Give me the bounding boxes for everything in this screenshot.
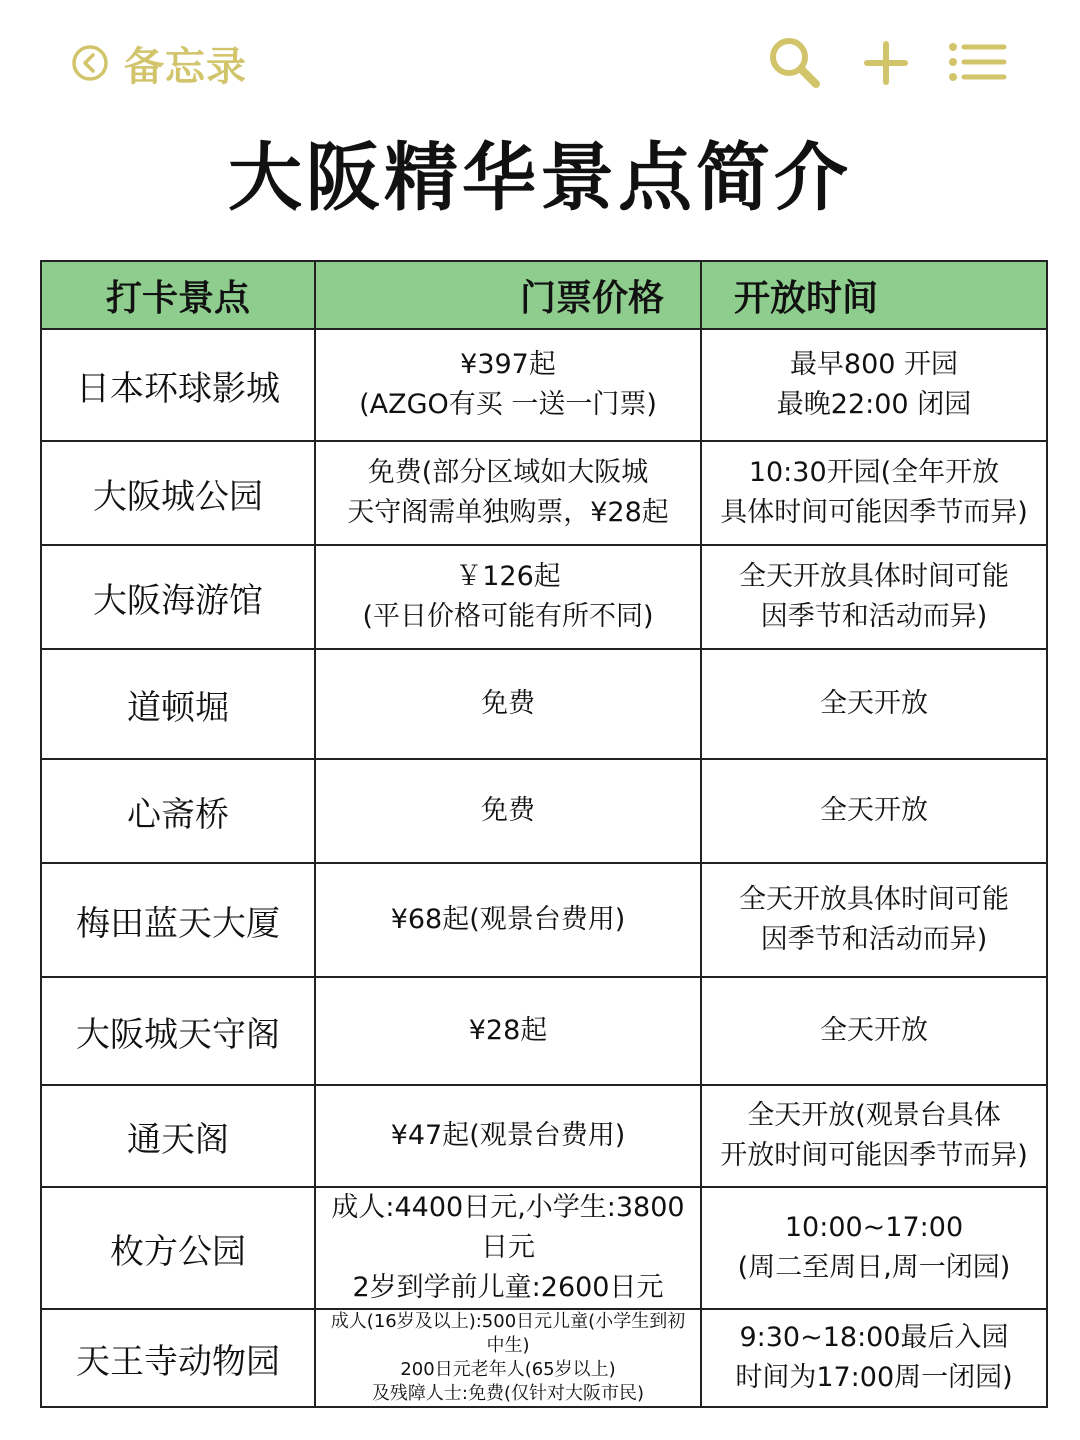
price-line: 成人:4400日元,小学生:3800日元 bbox=[331, 1192, 685, 1263]
ticket-price bbox=[315, 545, 701, 649]
opening-hours bbox=[701, 649, 1047, 759]
hours-line: 时间为17:00周一闭园) bbox=[735, 1362, 1013, 1393]
ticket-price bbox=[315, 977, 701, 1085]
table-row bbox=[41, 545, 1047, 649]
price-line: 成人(16岁及以上):500日元儿童(小学生到初中生) bbox=[330, 1311, 686, 1356]
table-row bbox=[41, 329, 1047, 441]
hours-line: 10:30开园(全年开放 bbox=[748, 457, 1000, 488]
opening-hours bbox=[701, 1085, 1047, 1187]
table-row bbox=[41, 863, 1047, 977]
price-line: ¥47起(观景台费用) bbox=[390, 1120, 626, 1151]
opening-hours bbox=[701, 977, 1047, 1085]
opening-hours bbox=[701, 441, 1047, 545]
hours-line: 全天开放(观景台具体 bbox=[747, 1100, 1001, 1131]
table-row bbox=[41, 1309, 1047, 1407]
hours-line: 全天开放 bbox=[820, 1015, 928, 1046]
table-row bbox=[41, 441, 1047, 545]
page-title: 大阪精华景点简介 bbox=[228, 135, 852, 221]
hours-line: 全天开放具体时间可能 bbox=[739, 561, 1009, 592]
attraction-name: 道顿堀 bbox=[41, 649, 315, 759]
ticket-price bbox=[315, 1085, 701, 1187]
table-row bbox=[41, 977, 1047, 1085]
hours-line: (周二至周日,周一闭园) bbox=[737, 1252, 1011, 1283]
table-row bbox=[41, 649, 1047, 759]
hours-line: 因季节和活动而异) bbox=[760, 601, 988, 632]
top-bar bbox=[0, 0, 1080, 120]
ticket-price bbox=[315, 329, 701, 441]
table-header-row bbox=[41, 261, 1047, 329]
table-body bbox=[41, 329, 1047, 1407]
attraction-name: 通天阁 bbox=[41, 1085, 315, 1187]
price-line: 免费(部分区域如大阪城 bbox=[367, 457, 649, 488]
opening-hours bbox=[701, 863, 1047, 977]
attraction-name: 枚方公园 bbox=[41, 1187, 315, 1309]
price-line: ¥68起(观景台费用) bbox=[390, 904, 626, 935]
hours-line: 最晚22:00 闭园 bbox=[776, 389, 972, 420]
hours-line: 开放时间可能因季节而异) bbox=[720, 1140, 1028, 1171]
price-line: ¥28起 bbox=[468, 1015, 548, 1046]
table-row bbox=[41, 1085, 1047, 1187]
ticket-price bbox=[315, 649, 701, 759]
hours-line: 全天开放 bbox=[820, 795, 928, 826]
opening-hours bbox=[701, 1187, 1047, 1309]
opening-hours bbox=[701, 329, 1047, 441]
ticket-price bbox=[315, 1187, 701, 1309]
ticket-price bbox=[315, 1309, 701, 1407]
price-line: 天守阁需单独购票，¥28起 bbox=[347, 497, 669, 528]
ticket-price bbox=[315, 441, 701, 545]
chevron-left-icon bbox=[70, 43, 110, 83]
attraction-name: 大阪海游馆 bbox=[41, 545, 315, 649]
price-line: ￥126起 bbox=[455, 561, 561, 592]
list-icon[interactable] bbox=[946, 32, 1010, 92]
ticket-price bbox=[315, 863, 701, 977]
table-row bbox=[41, 1187, 1047, 1309]
ticket-price bbox=[315, 759, 701, 863]
price-line: 200日元老年人(65岁以上) bbox=[400, 1359, 616, 1380]
price-line: 免费 bbox=[481, 795, 535, 826]
header-price: 门票价格 bbox=[315, 261, 701, 329]
hours-line: 全天开放具体时间可能 bbox=[739, 884, 1009, 915]
search-icon[interactable] bbox=[764, 32, 824, 92]
attraction-name: 心斋桥 bbox=[41, 759, 315, 863]
back-button[interactable] bbox=[70, 38, 247, 88]
attractions-table bbox=[40, 260, 1048, 1408]
price-line: 免费 bbox=[481, 688, 535, 719]
plus-icon[interactable] bbox=[856, 32, 916, 92]
hours-line: 9:30~18:00最后入园 bbox=[739, 1322, 1009, 1353]
price-line: ¥397起 bbox=[460, 349, 556, 380]
header-attraction: 打卡景点 bbox=[41, 261, 315, 329]
attraction-name: 大阪城天守阁 bbox=[41, 977, 315, 1085]
price-line: (平日价格可能有所不同) bbox=[362, 601, 654, 632]
opening-hours bbox=[701, 759, 1047, 863]
attraction-name: 梅田蓝天大厦 bbox=[41, 863, 315, 977]
back-label: 备忘录 bbox=[124, 43, 247, 90]
price-line: (AZGO有买 一送一门票) bbox=[359, 389, 657, 420]
table-row bbox=[41, 759, 1047, 863]
hours-line: 最早800 开园 bbox=[789, 349, 959, 380]
price-line: 2岁到学前儿童:2600日元 bbox=[352, 1272, 664, 1303]
hours-line: 10:00~17:00 bbox=[784, 1212, 964, 1243]
hours-line: 因季节和活动而异) bbox=[760, 924, 988, 955]
opening-hours bbox=[701, 1309, 1047, 1407]
attraction-name: 大阪城公园 bbox=[41, 441, 315, 545]
hours-line: 全天开放 bbox=[820, 688, 928, 719]
header-hours: 开放时间 bbox=[701, 261, 1047, 329]
price-line: 及残障人士:免费(仅针对大阪市民) bbox=[371, 1383, 645, 1404]
opening-hours bbox=[701, 545, 1047, 649]
attraction-name: 日本环球影城 bbox=[41, 329, 315, 441]
attraction-name: 天王寺动物园 bbox=[41, 1309, 315, 1407]
hours-line: 具体时间可能因季节而异) bbox=[720, 497, 1028, 528]
